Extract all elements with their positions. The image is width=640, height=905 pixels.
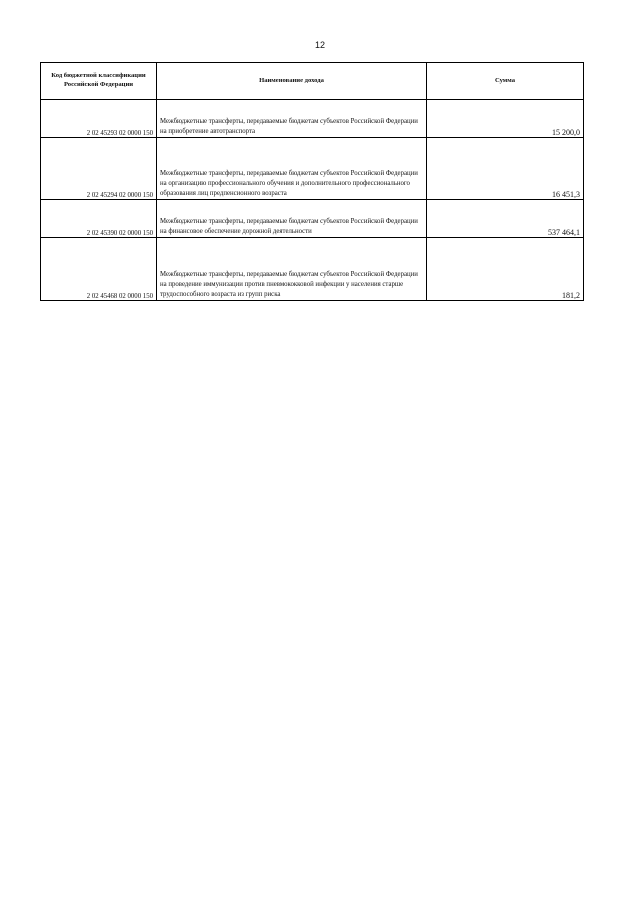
- row-code: 2 02 45468 02 0000 150: [41, 238, 157, 301]
- table-header-row: [41, 63, 584, 100]
- row-code: 2 02 45294 02 0000 150: [41, 138, 157, 200]
- row-sum: 16 451,3: [427, 138, 584, 200]
- row-name: Межбюджетные трансферты, передаваемые бюджетам субъектов Российской Федерации на проведение иммунизации против пневмококковой инфекции у населения старше трудоспособного возраста из групп риска: [157, 238, 427, 301]
- table-row: [41, 138, 584, 200]
- revenue-table: [40, 62, 584, 301]
- row-name: Межбюджетные трансферты, передаваемые бюджетам субъектов Российской Федерации на финансовое обеспечение дорожной деятельности: [157, 200, 427, 238]
- row-code: 2 02 45293 02 0000 150: [41, 100, 157, 138]
- header-name: Наименование дохода: [157, 63, 427, 100]
- row-sum: 15 200,0: [427, 100, 584, 138]
- row-name: Межбюджетные трансферты, передаваемые бюджетам субъектов Российской Федерации на приобретение автотранспорта: [157, 100, 427, 138]
- row-sum: 181,2: [427, 238, 584, 301]
- row-code: 2 02 45390 02 0000 150: [41, 200, 157, 238]
- table-row: [41, 100, 584, 138]
- table-row: [41, 238, 584, 301]
- table-row: [41, 200, 584, 238]
- row-sum: 537 464,1: [427, 200, 584, 238]
- header-sum: Сумма: [427, 63, 584, 100]
- row-name: Межбюджетные трансферты, передаваемые бюджетам субъектов Российской Федерации на организацию профессионального обучения и дополнительного профессионального образования лиц предпенсионного возраста: [157, 138, 427, 200]
- header-code: Код бюджетной классификации Российской Федерации: [41, 63, 157, 100]
- page-number: 12: [314, 40, 325, 50]
